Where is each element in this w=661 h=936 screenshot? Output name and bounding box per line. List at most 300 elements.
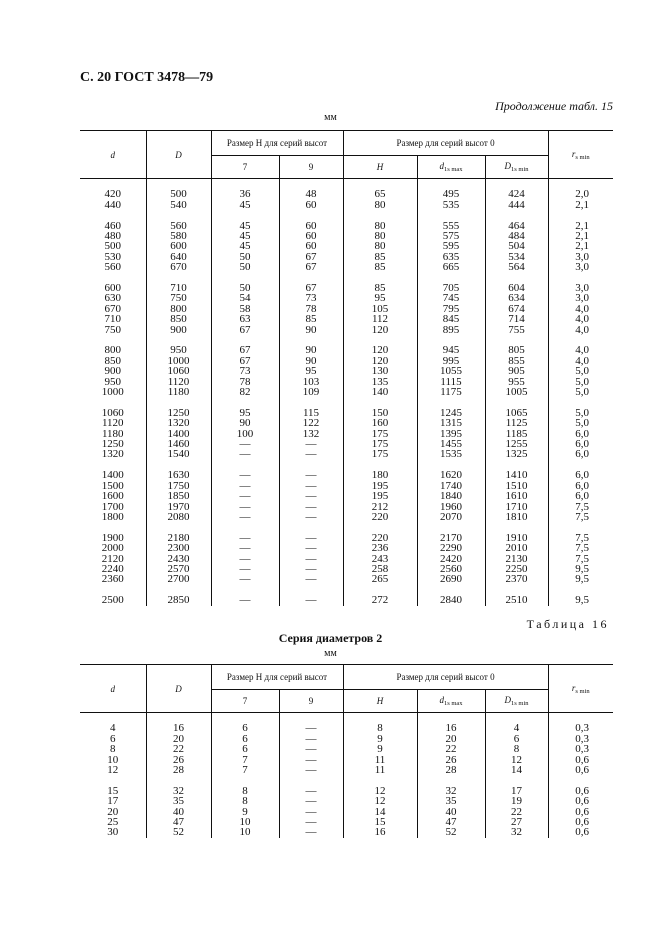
table-cell: 905 <box>485 366 548 376</box>
table-cell: 195 <box>343 481 417 491</box>
table-cell: 3,0 <box>548 262 613 272</box>
table16-unit: мм <box>324 648 337 659</box>
table-cell: 67 <box>211 345 279 355</box>
table-cell: 480 <box>104 230 121 242</box>
table-row <box>80 283 613 293</box>
table-cell: 945 <box>417 345 485 355</box>
table-cell: 1900 <box>101 531 124 544</box>
table-cell: 130 <box>343 366 417 376</box>
table-cell: 1175 <box>417 387 485 397</box>
table-cell: 5,0 <box>548 408 613 418</box>
table-cell: 2690 <box>417 574 485 584</box>
table-cell: 484 <box>485 231 548 241</box>
table-cell: 6,0 <box>548 429 613 439</box>
table-cell: 575 <box>417 231 485 241</box>
table-cell: 555 <box>417 221 485 231</box>
table-cell: — <box>279 481 343 491</box>
table-cell: — <box>279 574 343 584</box>
table-row <box>80 377 613 387</box>
page-header: С. 20 ГОСТ 3478—79 <box>80 70 214 85</box>
table-cell: 90 <box>211 418 279 428</box>
table-row <box>80 345 613 355</box>
table-cell: — <box>279 595 343 605</box>
table-cell: 1245 <box>417 408 485 418</box>
table-row <box>80 564 613 574</box>
table-cell: 60 <box>279 221 343 231</box>
table-cell: — <box>279 755 343 765</box>
table-cell: 1750 <box>146 481 211 491</box>
table-row <box>80 325 613 335</box>
table-cell: 4,0 <box>548 325 613 335</box>
table-row <box>80 502 613 512</box>
table-cell: 220 <box>343 512 417 522</box>
table-cell: 175 <box>343 429 417 439</box>
table-cell: 950 <box>104 375 121 388</box>
t16-d1s-subscript: 1s max <box>443 700 463 707</box>
group-gap <box>80 210 613 220</box>
table-cell: 1850 <box>146 491 211 501</box>
t16-col-d1s-header <box>417 690 485 713</box>
table-cell: 95 <box>211 408 279 418</box>
table-cell: 2130 <box>485 554 548 564</box>
table-cell: 464 <box>485 221 548 231</box>
table-cell: 1065 <box>485 408 548 418</box>
table-cell: 855 <box>485 356 548 366</box>
table-cell: 5,0 <box>548 366 613 376</box>
table15-unit: мм <box>324 112 337 123</box>
table-cell: 1115 <box>417 377 485 387</box>
table-cell: 9,5 <box>548 574 613 584</box>
table-cell: 2500 <box>101 594 124 607</box>
table-cell: 220 <box>343 533 417 543</box>
table-cell: 1000 <box>101 386 124 399</box>
table-cell: 805 <box>485 345 548 355</box>
table-cell: 4 <box>110 722 116 735</box>
table-16 <box>80 664 613 838</box>
table-cell: 22 <box>417 744 485 754</box>
table-cell: — <box>211 449 279 459</box>
table-cell: 795 <box>417 304 485 314</box>
table-cell: 6,0 <box>548 470 613 480</box>
table-cell: 7,5 <box>548 512 613 522</box>
table-cell: 564 <box>485 262 548 272</box>
table-cell: 1395 <box>417 429 485 439</box>
t16-group-series0-header: Размер для серий высот 0 <box>343 665 548 690</box>
table-cell: 80 <box>343 231 417 241</box>
table-cell: 8 <box>211 796 279 806</box>
table-cell: 714 <box>485 314 548 324</box>
table-cell: 534 <box>485 252 548 262</box>
table-cell: 750 <box>104 323 121 336</box>
table-cell: 9 <box>343 744 417 754</box>
table-cell: 540 <box>146 200 211 210</box>
table-row <box>80 293 613 303</box>
table-cell: 135 <box>343 377 417 387</box>
col-9-header: 9 <box>279 156 343 179</box>
table-cell: 0,6 <box>548 786 613 796</box>
t16-col-D1s-header <box>485 690 548 713</box>
col-rs-header <box>548 131 613 179</box>
col-d1s-header <box>417 156 485 179</box>
table-cell: 20 <box>417 734 485 744</box>
table-row <box>80 786 613 796</box>
table-cell: 755 <box>485 325 548 335</box>
table-cell: — <box>279 744 343 754</box>
table-cell: 27 <box>485 817 548 827</box>
group-h-header: Размер H для серий высот <box>211 131 343 156</box>
table-row <box>80 408 613 418</box>
table-cell: 10 <box>211 817 279 827</box>
table-cell: 440 <box>104 198 121 211</box>
table-cell: 212 <box>343 502 417 512</box>
table-row <box>80 252 613 262</box>
table-cell: 560 <box>104 261 121 274</box>
table-cell: 900 <box>104 365 121 378</box>
table-cell: — <box>211 543 279 553</box>
table-cell: 2700 <box>146 574 211 584</box>
table-cell: 2180 <box>146 533 211 543</box>
table-cell: 90 <box>279 325 343 335</box>
table-cell: 1400 <box>101 469 124 482</box>
table-cell: 8 <box>211 786 279 796</box>
table-row <box>80 449 613 459</box>
table-cell: 12 <box>343 786 417 796</box>
table-cell: 2120 <box>101 552 124 565</box>
table-cell: 7 <box>211 755 279 765</box>
table-cell: 80 <box>343 200 417 210</box>
table-cell: — <box>279 502 343 512</box>
table-cell: 1800 <box>101 510 124 523</box>
table-cell: 28 <box>417 765 485 775</box>
table-cell: 444 <box>485 200 548 210</box>
table-cell: 420 <box>104 188 121 201</box>
table-cell: 850 <box>146 314 211 324</box>
table-cell: 424 <box>485 189 548 199</box>
table-cell: 120 <box>343 345 417 355</box>
table-cell: 1125 <box>485 418 548 428</box>
D1s-symbol: D <box>504 161 512 171</box>
table-cell: 2840 <box>417 595 485 605</box>
table-cell: 3,0 <box>548 252 613 262</box>
table-cell: 950 <box>146 345 211 355</box>
table-cell: 2850 <box>146 595 211 605</box>
table-cell: 504 <box>485 241 548 251</box>
table-cell: 1540 <box>146 449 211 459</box>
table-cell: 1700 <box>101 500 124 513</box>
table-cell: 3,0 <box>548 283 613 293</box>
table-cell: 640 <box>146 252 211 262</box>
table-cell: 32 <box>485 827 548 837</box>
table-cell: 12 <box>343 796 417 806</box>
group-gap <box>80 775 613 785</box>
table-row <box>80 241 613 251</box>
table-cell: 1630 <box>146 470 211 480</box>
table-cell: 1740 <box>417 481 485 491</box>
table-cell: 710 <box>146 283 211 293</box>
table-cell: 9,5 <box>548 564 613 574</box>
table-cell: 2420 <box>417 554 485 564</box>
table-16-label: Таблица 16 <box>526 617 609 631</box>
table-cell: 634 <box>485 293 548 303</box>
table-row <box>80 314 613 324</box>
table-cell: 1120 <box>101 417 124 430</box>
table-cell: 2,1 <box>548 221 613 231</box>
table-cell: 112 <box>343 314 417 324</box>
table-cell: 67 <box>279 252 343 262</box>
table-cell: 600 <box>146 241 211 251</box>
table-cell: 1910 <box>485 533 548 543</box>
table-cell: 1005 <box>485 387 548 397</box>
table-row <box>80 366 613 376</box>
table-cell: 0,6 <box>548 755 613 765</box>
col-D1s-header <box>485 156 548 179</box>
table-cell: 36 <box>211 189 279 199</box>
table-cell: — <box>211 595 279 605</box>
table-cell: 4,0 <box>548 356 613 366</box>
table-cell: 2250 <box>485 564 548 574</box>
table-cell: — <box>279 564 343 574</box>
table-cell: 67 <box>279 283 343 293</box>
table-cell: 1840 <box>417 491 485 501</box>
table-cell: 67 <box>211 356 279 366</box>
table-row <box>80 304 613 314</box>
table-cell: 16 <box>343 827 417 837</box>
table-cell: 14 <box>485 765 548 775</box>
t16-col-d-header: d <box>80 665 146 713</box>
table-row <box>80 734 613 744</box>
table-cell: 11 <box>343 765 417 775</box>
table-cell: — <box>211 491 279 501</box>
table-cell: — <box>279 796 343 806</box>
spacer-row <box>80 179 613 190</box>
table-cell: 4 <box>485 723 548 733</box>
table-cell: 105 <box>343 304 417 314</box>
table-cell: 12 <box>107 764 119 777</box>
table-row <box>80 189 613 199</box>
table-cell: 670 <box>104 302 121 315</box>
table-cell: 85 <box>343 252 417 262</box>
table-cell: 65 <box>343 189 417 199</box>
group-gap <box>80 585 613 595</box>
table-cell: 16 <box>417 723 485 733</box>
table-cell: 0,6 <box>548 765 613 775</box>
table-cell: 2510 <box>485 595 548 605</box>
table-cell: 12 <box>485 755 548 765</box>
table-cell: 895 <box>417 325 485 335</box>
table-cell: 4,0 <box>548 314 613 324</box>
table-cell: — <box>211 574 279 584</box>
table-row <box>80 723 613 733</box>
table-cell: 0,6 <box>548 807 613 817</box>
table-cell: — <box>279 439 343 449</box>
table-cell: 28 <box>146 765 211 775</box>
table-cell: 2010 <box>485 543 548 553</box>
table-cell: 50 <box>211 283 279 293</box>
rs-symbol: r <box>571 148 576 159</box>
table-cell: — <box>211 564 279 574</box>
table-cell: 45 <box>211 200 279 210</box>
table-cell: 15 <box>343 817 417 827</box>
table-row <box>80 543 613 553</box>
table-cell: 32 <box>146 786 211 796</box>
table-cell: 1255 <box>485 439 548 449</box>
table-cell: 109 <box>279 387 343 397</box>
table-cell: 1810 <box>485 512 548 522</box>
table-cell: 6,0 <box>548 449 613 459</box>
table-cell: 845 <box>417 314 485 324</box>
table-cell: 48 <box>279 189 343 199</box>
table-cell: 20 <box>107 805 119 818</box>
table-cell: 115 <box>279 408 343 418</box>
table-cell: 1185 <box>485 429 548 439</box>
table-cell: 67 <box>211 325 279 335</box>
table-row <box>80 200 613 210</box>
table-cell: 175 <box>343 439 417 449</box>
table-cell: 22 <box>146 744 211 754</box>
table-cell: 2080 <box>146 512 211 522</box>
table-cell: 560 <box>146 221 211 231</box>
table-cell: 800 <box>146 304 211 314</box>
table-cell: 6,0 <box>548 481 613 491</box>
table-cell: 1535 <box>417 449 485 459</box>
table-cell: 85 <box>343 262 417 272</box>
table-cell: 5,0 <box>548 387 613 397</box>
table-cell: 2290 <box>417 543 485 553</box>
table-cell: 2,1 <box>548 231 613 241</box>
table-cell: 258 <box>343 564 417 574</box>
table-row <box>80 755 613 765</box>
table-cell: 1060 <box>146 366 211 376</box>
table-cell: 1410 <box>485 470 548 480</box>
table-cell: 600 <box>104 282 121 295</box>
table-cell: 6,0 <box>548 439 613 449</box>
table-cell: 995 <box>417 356 485 366</box>
t16-col-rs-header <box>548 665 613 713</box>
table-cell: 6 <box>211 744 279 754</box>
table-15-body <box>80 179 613 606</box>
table-cell: 7,5 <box>548 554 613 564</box>
table-cell: 236 <box>343 543 417 553</box>
t16-rs-symbol: r <box>571 682 576 693</box>
t16-col-D-header: D <box>146 665 211 713</box>
table-cell: 17 <box>107 795 119 808</box>
table-cell: 1060 <box>101 406 124 419</box>
table-cell: 20 <box>146 734 211 744</box>
table-cell: 1510 <box>485 481 548 491</box>
table-cell: 6 <box>110 732 116 745</box>
table-cell: 1610 <box>485 491 548 501</box>
table-cell: 80 <box>343 241 417 251</box>
table-cell: 195 <box>343 491 417 501</box>
table-cell: 73 <box>279 293 343 303</box>
table-cell: 460 <box>104 219 121 232</box>
table-cell: 1180 <box>146 387 211 397</box>
table-cell: 11 <box>343 755 417 765</box>
table-cell: 25 <box>107 816 119 829</box>
table-cell: 2240 <box>101 562 124 575</box>
table-cell: 850 <box>104 354 121 367</box>
table-row <box>80 221 613 231</box>
table-cell: 272 <box>343 595 417 605</box>
table-cell: 19 <box>485 796 548 806</box>
table-cell: 635 <box>417 252 485 262</box>
group-gap <box>80 522 613 532</box>
table-cell: 750 <box>146 293 211 303</box>
col-H-header: H <box>343 156 417 179</box>
table-cell: 73 <box>211 366 279 376</box>
table-cell: 85 <box>343 283 417 293</box>
table-cell: 6 <box>485 734 548 744</box>
table-cell: 3,0 <box>548 293 613 303</box>
table-cell: 2370 <box>485 574 548 584</box>
table-row <box>80 533 613 543</box>
table-cell: 50 <box>211 262 279 272</box>
table-cell: 0,3 <box>548 734 613 744</box>
group-gap <box>80 397 613 407</box>
table-cell: 2070 <box>417 512 485 522</box>
group-gap <box>80 335 613 345</box>
table-cell: 82 <box>211 387 279 397</box>
table-cell: 180 <box>343 470 417 480</box>
table-cell: — <box>279 512 343 522</box>
table-cell: 90 <box>279 345 343 355</box>
table-cell: — <box>211 439 279 449</box>
table-cell: 1000 <box>146 356 211 366</box>
table-row <box>80 574 613 584</box>
table-cell: 2000 <box>101 542 124 555</box>
table-row <box>80 512 613 522</box>
t16-group-h-header: Размер H для серий высот <box>211 665 343 690</box>
table-cell: 1960 <box>417 502 485 512</box>
table-cell: 1250 <box>146 408 211 418</box>
table-cell: 1315 <box>417 418 485 428</box>
table-cell: 7,5 <box>548 543 613 553</box>
table-cell: 17 <box>485 786 548 796</box>
table-row <box>80 765 613 775</box>
table-cell: 122 <box>279 418 343 428</box>
table-row <box>80 554 613 564</box>
table-cell: 1460 <box>146 439 211 449</box>
group-series0-header: Размер для серий высот 0 <box>343 131 548 156</box>
table-cell: 1180 <box>101 427 124 440</box>
t16-rs-subscript: s min <box>575 687 590 695</box>
table-cell: 1320 <box>101 448 124 461</box>
table-cell: 665 <box>417 262 485 272</box>
table-row <box>80 418 613 428</box>
table-row <box>80 481 613 491</box>
table-cell: 1400 <box>146 429 211 439</box>
col-D-header: D <box>146 131 211 179</box>
table-cell: — <box>279 470 343 480</box>
table-row <box>80 817 613 827</box>
table-row <box>80 595 613 605</box>
table-cell: — <box>279 543 343 553</box>
table-cell: 7,5 <box>548 533 613 543</box>
table-cell: 8 <box>485 744 548 754</box>
table-row <box>80 356 613 366</box>
table-row <box>80 387 613 397</box>
table-cell: 175 <box>343 449 417 459</box>
table-cell: 0,3 <box>548 744 613 754</box>
table-row <box>80 439 613 449</box>
table-cell: 500 <box>146 189 211 199</box>
group-gap <box>80 460 613 470</box>
table-cell: 45 <box>211 231 279 241</box>
table-cell: — <box>279 817 343 827</box>
table-cell: 60 <box>279 231 343 241</box>
table-cell: 120 <box>343 356 417 366</box>
table-cell: 35 <box>146 796 211 806</box>
